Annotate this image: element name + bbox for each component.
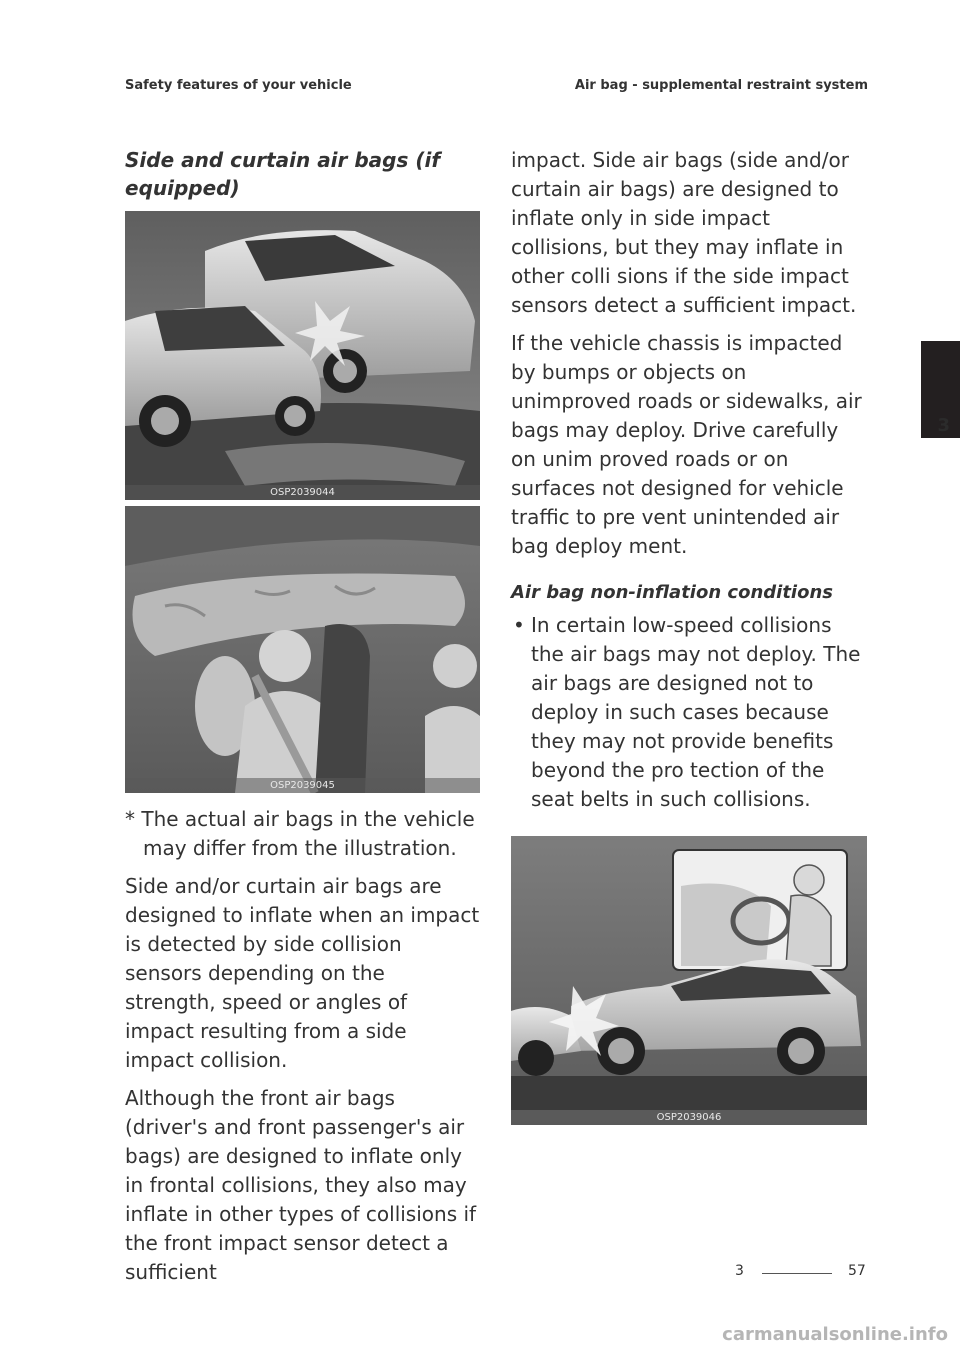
low-speed-collision-illustration <box>511 836 867 1125</box>
figure-low-speed-collision <box>511 836 867 1125</box>
bullet-dot: • <box>513 613 525 637</box>
running-header-right: Air bag - supplemental restraint system <box>574 78 868 93</box>
paragraph-side-curtain-inflation: Side and/or curtain air bags are designed to inflate when an impact is detected by side collision sensors depending on the strength, speed or angles of impact resulting from a side impact collision. <box>125 874 480 1072</box>
curtain-airbag-illustration <box>125 506 480 793</box>
watermark: carmanualsonline.info <box>722 1324 948 1345</box>
side-collision-illustration <box>125 211 480 500</box>
left-column <box>125 146 480 1296</box>
footer-chapter-number: 3 <box>735 1263 744 1279</box>
footer-divider <box>762 1273 832 1274</box>
figure-code: OSP2039045 <box>125 778 480 793</box>
paragraph-front-airbags: Although the front air bags (driver's and front passenger's air bags) are designed to inflate only in frontal collisions, they also may inflate in other types of collisions if the front impact sensor detect a sufficient <box>125 1086 477 1284</box>
chapter-tab-number: 3 <box>937 415 950 436</box>
bullet-item <box>511 611 867 814</box>
illustration-note: * The actual air bags in the vehicle may differ from the illustration. <box>125 807 475 860</box>
bullet-text: In certain low-speed collisions the air bags may not deploy. The air bags are designed not to deploy in such cases because they may not provide benefits beyond the pro tection of the seat belts in such collisions. <box>531 613 861 811</box>
figure-code: OSP2039046 <box>511 1110 867 1125</box>
paragraph-side-impact: impact. Side air bags (side and/or curtain air bags) are designed to inflate only in side impact collisions, but they may inflate in other colli sions if the side impact sensors detect a sufficient impact. <box>511 148 857 317</box>
subheading-non-inflation: Air bag non-inflation conditions <box>511 582 833 603</box>
right-column <box>511 146 867 1125</box>
running-header-left: Safety features of your vehicle <box>125 78 352 93</box>
paragraph-unimproved-roads: If the vehicle chassis is impacted by bumps or objects on unimproved roads or sidewalks, air bags may deploy. Drive carefully on unim proved roads or on surfaces not designed for vehicle traffic to pre vent unintended air bag deploy ment. <box>511 331 862 558</box>
section-heading: Side and curtain air bags (if equipped) <box>125 148 441 200</box>
footer-page-number: 57 <box>848 1263 866 1279</box>
figure-curtain-airbag <box>125 506 480 793</box>
figure-code: OSP2039044 <box>125 485 480 500</box>
figure-side-collision <box>125 211 480 500</box>
